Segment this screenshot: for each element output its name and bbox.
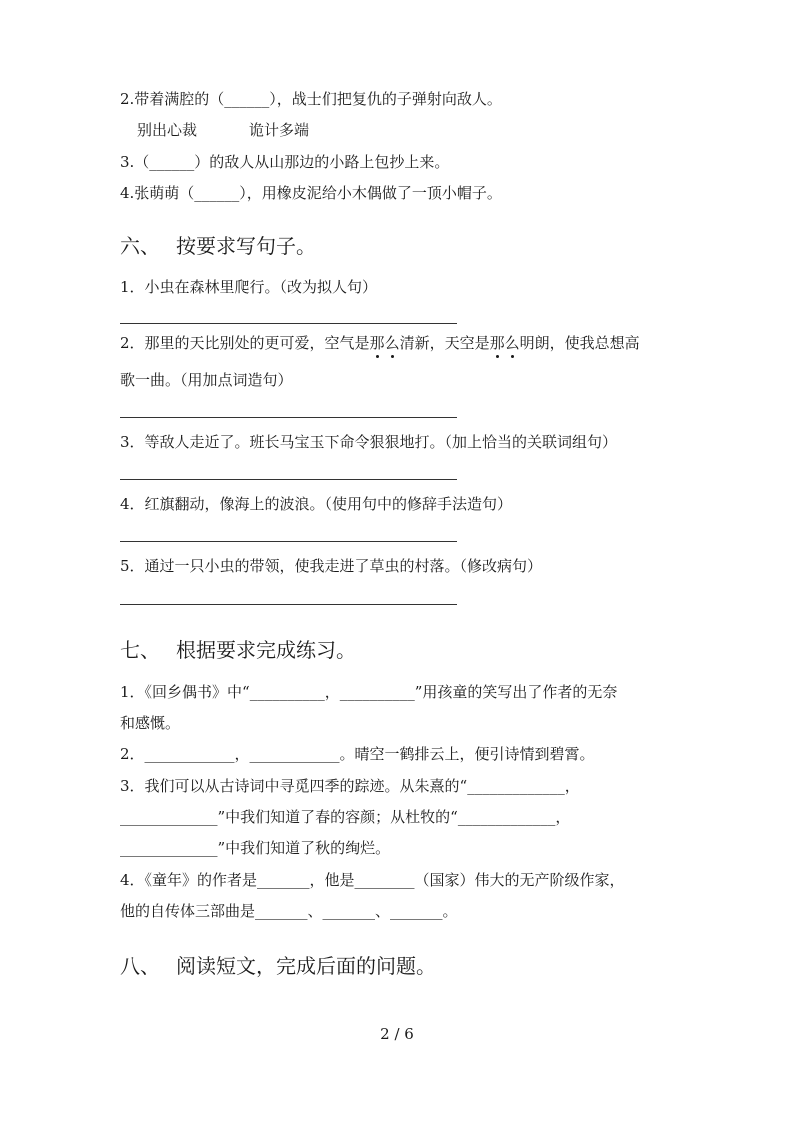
question-7-4-cont: 他的自传体三部曲是_______、_______、_______。 [120,902,458,920]
question-6-2-cont: 歌一曲。（用加点词造句） [120,371,293,389]
question-7-1: 1．《回乡偶书》中“__________，__________”用孩童的笑写出了作者的无奈 [120,683,618,701]
question-6-2 [120,333,640,353]
answer-line-6-5[interactable] [120,604,457,605]
question-7-3-cont-1: _____________”中我们知道了春的容颜；从杜牧的“_____________， [120,808,571,826]
answer-line-6-3[interactable] [120,479,457,480]
dotted-char: 那 [489,334,505,352]
question-6-5: 5．通过一只小虫的带领，使我走进了草虫的村落。（修改病句） [120,557,543,575]
answer-line-6-1[interactable] [120,323,457,324]
question-7-3-cont-2: _____________”中我们知道了秋的绚烂。 [120,839,391,857]
dotted-char: 那 [369,334,385,352]
question-7-4: 4．《童年》的作者是_______，他是________（国家）伟大的无产阶级作家， [120,871,625,889]
dotted-char: 么 [504,334,520,352]
question-6-4: 4．红旗翻动，像海上的波浪。（使用句中的修辞手法造句） [120,495,513,513]
page-number: 2 / 6 [380,1025,414,1043]
section-7-heading [120,637,356,663]
section-8-heading [120,953,436,979]
question-6-3: 3．等敌人走近了。班长马宝玉下命令狠狠地打。（加上恰当的关联词组句） [120,433,618,451]
question-7-1-cont: 和感慨。 [120,714,181,732]
answer-line-6-4[interactable] [120,541,457,542]
option-2: 诡计多端 [249,121,310,139]
question-5-3: 3.（______）的敌人从山那边的小路上包抄上来。 [120,153,450,171]
q6-2-text-a: 2．那里的天比别处的更可爱，空气是 [120,334,370,352]
section-6-heading [120,233,316,259]
word-options [137,120,309,140]
q6-2-text-b: 清新，天空是 [399,334,490,352]
section-6-title: 按要求写句子。 [176,234,316,258]
option-1: 别出心裁 [137,121,198,139]
section-8-number: 八、 [120,954,160,978]
section-7-number: 七、 [120,638,160,662]
question-6-1: 1．小虫在森林里爬行。（改为拟人句） [120,278,378,296]
section-8-title: 阅读短文，完成后面的问题。 [176,954,436,978]
question-7-2: 2．____________，____________。晴空一鹤排云上，便引诗情到碧霄。 [120,745,595,763]
question-5-2: 2.带着满腔的（______），战士们把复仇的子弹射向敌人。 [120,90,502,108]
question-7-3: 3．我们可以从古诗词中寻觅四季的踪迹。从朱熹的“_____________， [120,777,580,795]
q6-2-text-c: 明朗，使我总想高 [519,334,640,352]
answer-line-6-2[interactable] [120,417,457,418]
section-7-title: 根据要求完成练习。 [176,638,356,662]
dotted-char: 么 [384,334,400,352]
question-5-4: 4.张萌萌（______），用橡皮泥给小木偶做了一顶小帽子。 [120,184,502,202]
section-6-number: 六、 [120,234,160,258]
